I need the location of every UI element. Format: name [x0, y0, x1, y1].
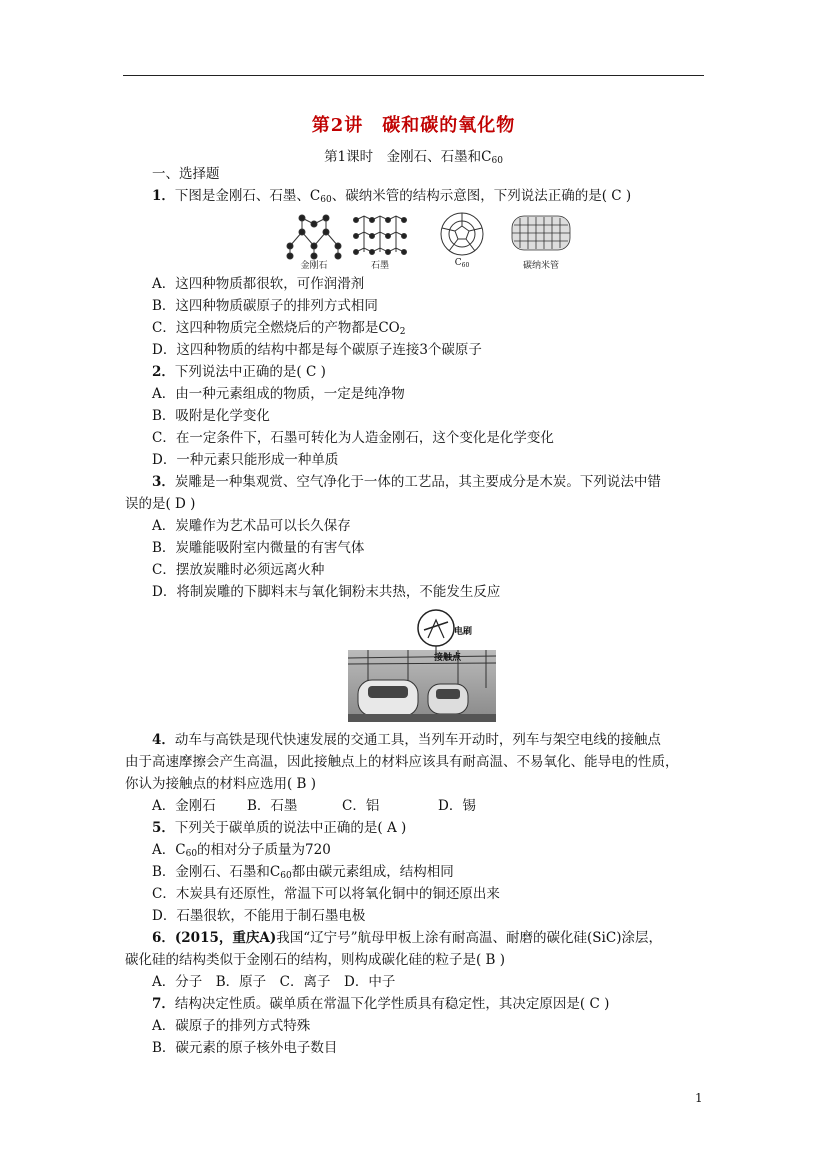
- question-4-cont-2: 你认为接触点的材料应选用( B ): [125, 776, 317, 792]
- question-6: 6．(2015，重庆A)我国“辽宁号”航母甲板上涂有耐高温、耐磨的碳化硅(SiC)涂层，: [152, 930, 662, 946]
- q1-option-a: A．这四种物质都很软，可作润滑剂: [152, 276, 365, 292]
- label-graphite: 石墨: [370, 261, 389, 271]
- question-7: 7．结构决定性质。碳单质在常温下化学性质具有稳定性，其决定原因是( C ): [152, 996, 610, 1012]
- header-rule: [123, 75, 704, 76]
- page-number: 1: [695, 1091, 703, 1105]
- section-heading: 一、选择题: [152, 166, 220, 182]
- q4-option-c: C．铝: [342, 798, 380, 814]
- question-3-cont: 误的是( D ): [125, 496, 196, 512]
- q1-option-d: D．这四种物质的结构中都是每个碳原子连接3个碳原子: [152, 342, 482, 358]
- train-contact-figure: [348, 608, 496, 722]
- question-4: 4．动车与高铁是现代快速发展的交通工具，当列车开动时，列车与架空电线的接触点: [152, 732, 661, 748]
- label-c60: $C_{60}$: [454, 258, 470, 269]
- q2-option-d: D．一种元素只能形成一种单质: [152, 452, 339, 468]
- q1-option-b: B．这四种物质碳原子的排列方式相同: [152, 298, 378, 314]
- label-nanotube: 碳纳米管: [522, 261, 559, 271]
- lesson-subtitle: 第1课时 金刚石、石墨和$C_{60}$: [324, 149, 503, 166]
- label-diamond: 金刚石: [300, 261, 328, 271]
- carbon-structures-figure: [282, 210, 572, 272]
- question-3: 3．炭雕是一种集观赏、空气净化于一体的工艺品，其主要成分是木炭。下列说法中错: [152, 474, 661, 490]
- q6-options: A．分子 B．原子 C．离子 D．中子: [152, 974, 396, 990]
- q7-option-b: B．碳元素的原子核外电子数目: [152, 1040, 338, 1056]
- q5-option-d: D．石墨很软，不能用于制石墨电极: [152, 908, 366, 924]
- question-2: 2．下列说法中正确的是( C ): [152, 364, 326, 380]
- q4-option-a: A．金刚石: [152, 798, 216, 814]
- question-6-cont: 碳化硅的结构类似于金刚石的结构，则构成碳化硅的粒子是( B ): [125, 952, 506, 968]
- label-contact-point: 接触点: [434, 653, 462, 663]
- q2-option-c: C．在一定条件下，石墨可转化为人造金刚石，这个变化是化学变化: [152, 430, 554, 446]
- q4-option-b: B．石墨: [247, 798, 298, 814]
- q4-option-d: D．锡: [438, 798, 476, 814]
- q5-option-b: B．金刚石、石墨和$C_{60}$都由碳元素组成，结构相同: [152, 864, 454, 881]
- question-4-cont-1: 由于高速摩擦会产生高温，因此接触点上的材料应该具有耐高温、不易氧化、能导电的性质，: [125, 754, 679, 770]
- question-1: 1．下图是金刚石、石墨、$C_{60}$、碳纳米管的结构示意图，下列说法正确的是( C ): [152, 188, 632, 205]
- q5-option-c: C．木炭具有还原性，常温下可以将氧化铜中的铜还原出来: [152, 886, 500, 902]
- q7-option-a: A．碳原子的排列方式特殊: [152, 1018, 311, 1034]
- q5-option-a: A．$C_{60}$的相对分子质量为720: [152, 842, 331, 859]
- label-brush: 电刷: [454, 627, 473, 637]
- q2-option-b: B．吸附是化学变化: [152, 408, 270, 424]
- q3-option-a: A．炭雕作为艺术品可以长久保存: [152, 518, 351, 534]
- q3-option-c: C．摆放炭雕时必须远离火种: [152, 562, 325, 578]
- question-5: 5．下列关于碳单质的说法中正确的是( A ): [152, 820, 407, 836]
- q3-option-b: B．炭雕能吸附室内微量的有害气体: [152, 540, 365, 556]
- train-contact-photo: [348, 608, 496, 722]
- q2-option-a: A．由一种元素组成的物质，一定是纯净物: [152, 386, 405, 402]
- q1-option-c: C．这四种物质完全燃烧后的产物都是$CO_2$: [152, 320, 406, 337]
- page-title: 第2讲 碳和碳的氧化物: [311, 115, 516, 136]
- q3-option-d: D．将制炭雕的下脚料末与氧化铜粉末共热，不能发生反应: [152, 584, 501, 600]
